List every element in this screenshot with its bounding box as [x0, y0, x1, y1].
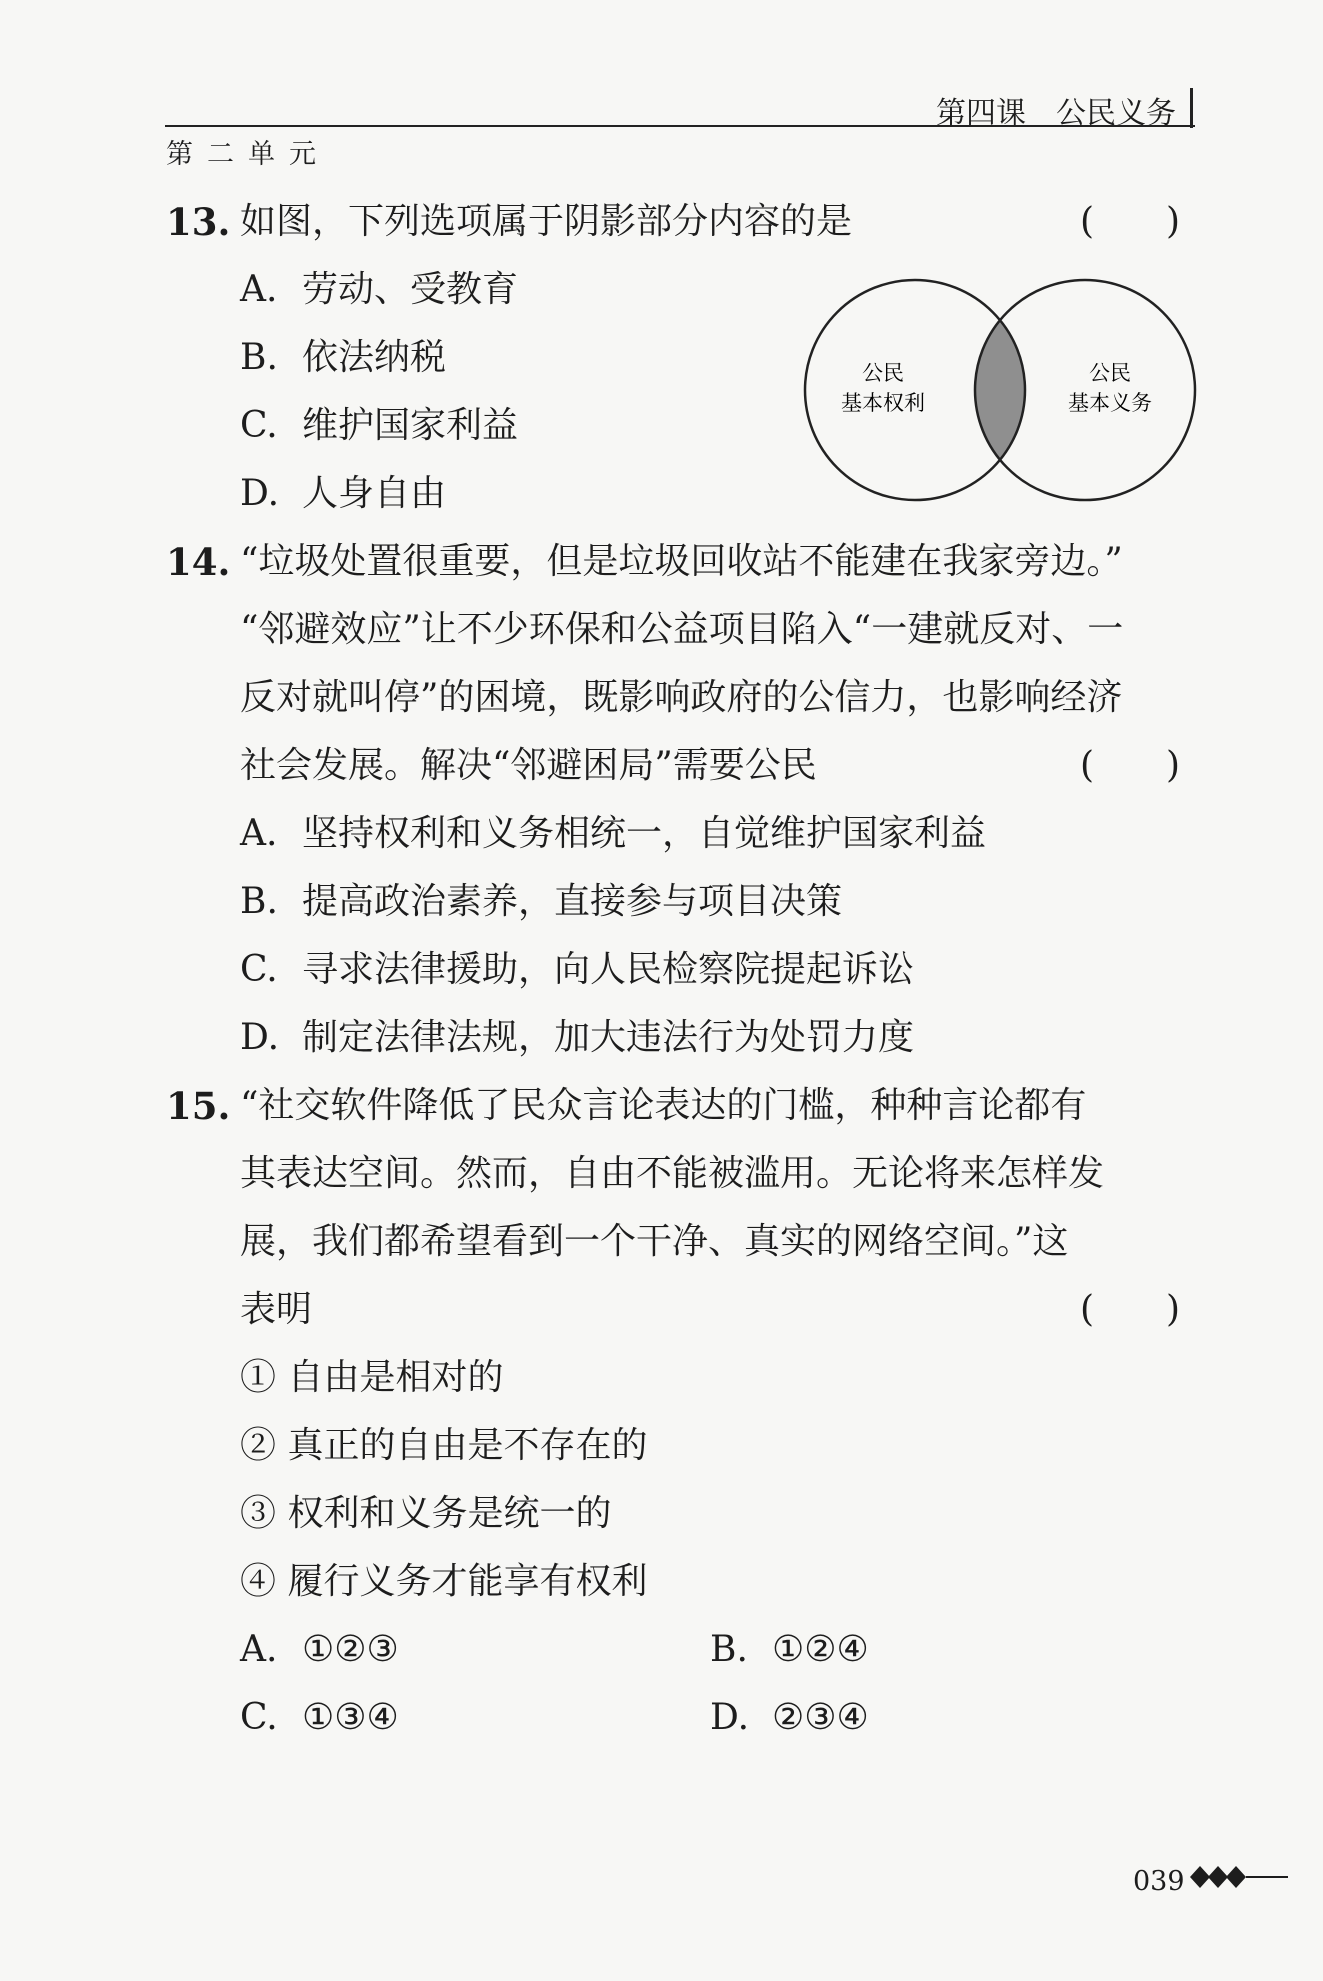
answer-blank: ( ) [1080, 201, 1181, 242]
option-c [240, 948, 914, 992]
statement-3: ③ 权利和义务是统一的 [240, 1493, 612, 1534]
option-letter: D. [240, 1017, 280, 1058]
topic-label: 公民义务 [1056, 96, 1176, 131]
unit-label: 第二单元 [166, 139, 330, 170]
option-a [240, 1628, 399, 1672]
question-line: 表明 [240, 1289, 313, 1330]
venn-left-label-1: 公民 [862, 361, 904, 385]
statement-4: ④ 履行义务才能享有权利 [240, 1561, 648, 1602]
statement-2: ② 真正的自由是不存在的 [240, 1425, 648, 1466]
venn-diagram [800, 275, 1200, 505]
option-text: ①②④ [772, 1629, 869, 1670]
option-text: ①③④ [302, 1697, 399, 1738]
question-number: 14. [166, 540, 231, 584]
option-text: 劳动、受教育 [302, 269, 519, 310]
statement-1: ① 自由是相对的 [240, 1357, 504, 1398]
running-header [936, 88, 1193, 131]
option-letter: D. [710, 1697, 750, 1738]
option-text: 依法纳税 [302, 337, 447, 378]
option-a [240, 268, 518, 312]
venn-right-label-2: 基本义务 [1068, 391, 1152, 415]
question-line: 反对就叫停”的困境，既影响政府的公信力，也影响经济 [240, 677, 1123, 718]
header-rule [165, 125, 1195, 127]
option-letter: B. [240, 881, 278, 922]
question-number: 13. [166, 200, 231, 244]
question-line: 展，我们都希望看到一个干净、真实的网络空间。”这 [240, 1221, 1069, 1262]
question-number: 15. [166, 1084, 231, 1128]
option-d [240, 1016, 914, 1060]
answer-blank: ( ) [1080, 745, 1181, 786]
option-a [240, 812, 986, 856]
option-b [240, 880, 842, 924]
option-text: 提高政治素养，直接参与项目决策 [302, 881, 843, 922]
option-letter: B. [710, 1629, 748, 1670]
venn-left-label-2: 基本权利 [841, 391, 925, 415]
option-text: 维护国家利益 [302, 405, 519, 446]
option-letter: C. [240, 1697, 278, 1738]
page-number: 039 [1133, 1866, 1185, 1897]
question-line: “社交软件降低了民众言论表达的门槛，种种言论都有 [240, 1085, 1087, 1126]
option-text: 坚持权利和义务相统一，自觉维护国家利益 [302, 813, 987, 854]
question-line: 社会发展。解决“邻避困局”需要公民 [240, 745, 817, 786]
option-text: 人身自由 [302, 473, 447, 514]
option-letter: A. [240, 269, 278, 310]
option-text: ①②③ [302, 1629, 399, 1670]
option-d [710, 1696, 869, 1740]
option-d [240, 472, 446, 516]
option-letter: C. [240, 949, 278, 990]
question-line: “邻避效应”让不少环保和公益项目陷入“一建就反对、一 [240, 609, 1124, 650]
option-text: 寻求法律援助，向人民检察院提起诉讼 [302, 949, 915, 990]
option-letter: C. [240, 405, 278, 446]
lesson-label: 第四课 [936, 96, 1026, 131]
option-c [240, 1696, 399, 1740]
option-c [240, 404, 518, 448]
question-line: “垃圾处置很重要，但是垃圾回收站不能建在我家旁边。” [240, 541, 1123, 582]
answer-blank: ( ) [1080, 1289, 1181, 1330]
option-letter: D. [240, 473, 280, 514]
option-letter: B. [240, 337, 278, 378]
question-stem: 如图，下列选项属于阴影部分内容的是 [240, 201, 853, 242]
option-text: 制定法律法规，加大违法行为处罚力度 [302, 1017, 915, 1058]
option-b [240, 336, 446, 380]
option-letter: A. [240, 813, 278, 854]
option-b [710, 1628, 869, 1672]
diamond-ornament-icon [1190, 1862, 1290, 1892]
venn-right-label-1: 公民 [1089, 361, 1131, 385]
option-letter: A. [240, 1629, 278, 1670]
question-line: 其表达空间。然而，自由不能被滥用。无论将来怎样发 [240, 1153, 1105, 1194]
option-text: ②③④ [772, 1697, 869, 1738]
